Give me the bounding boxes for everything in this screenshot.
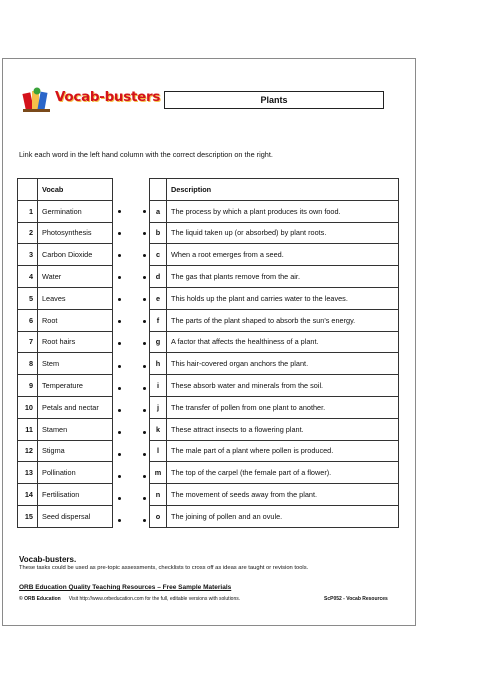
orb-copyright: © ORB Education [19,596,61,602]
description-row [150,287,399,309]
description-row [150,462,399,484]
description-match-dot[interactable] [143,365,146,368]
vocab-number: 15 [18,505,38,527]
footer-title: Vocab-busters. [19,555,77,564]
description-text: This holds up the plant and carries water to the leaves. [167,287,399,309]
vocab-word: Fertilisation [38,484,113,506]
vocab-match-dot[interactable] [118,475,121,478]
vocab-word: Root hairs [38,331,113,353]
description-letter: e [150,287,167,309]
description-letter: n [150,484,167,506]
description-letter: f [150,309,167,331]
description-text: The male part of a plant where pollen is produced. [167,440,399,462]
vocab-number: 4 [18,266,38,288]
vocab-match-dot[interactable] [118,232,121,235]
vocab-row [18,375,113,397]
vocab-match-dot[interactable] [118,365,121,368]
vocab-row [18,200,113,222]
vocab-row [18,309,113,331]
description-header: Description [167,179,399,201]
vocab-number: 10 [18,396,38,418]
resource-code: ScP052 - Vocab Resources [324,596,388,602]
description-text: A factor that affects the healthiness of a plant. [167,331,399,353]
orb-visit-text: Visit http://www.orbeducation.com for the full, editable versions with solutions. [68,596,241,602]
vocab-row [18,287,113,309]
description-match-dot[interactable] [143,453,146,456]
books-icon [22,87,52,113]
description-row [150,505,399,527]
description-row [150,331,399,353]
description-letter: c [150,244,167,266]
description-match-dot[interactable] [143,431,146,434]
vocab-number: 8 [18,353,38,375]
vocab-number: 2 [18,222,38,244]
description-letter: o [150,505,167,527]
description-row [150,222,399,244]
vocab-match-dot[interactable] [118,254,121,257]
description-text: The transfer of pollen from one plant to another. [167,396,399,418]
vocab-word: Leaves [38,287,113,309]
vocab-row [18,222,113,244]
vocab-match-dot[interactable] [118,409,121,412]
vocab-row [18,396,113,418]
description-letter: i [150,375,167,397]
vocab-number-header [18,179,38,201]
vocab-busters-logo [22,87,161,113]
vocab-header: Vocab [38,179,113,201]
description-text: The gas that plants remove from the air. [167,266,399,288]
description-row [150,396,399,418]
description-text: The joining of pollen and an ovule. [167,505,399,527]
vocab-number: 13 [18,462,38,484]
description-text: The movement of seeds away from the plant. [167,484,399,506]
vocab-word: Root [38,309,113,331]
description-letter: l [150,440,167,462]
description-match-dot[interactable] [143,232,146,235]
vocab-row [18,505,113,527]
description-letter: d [150,266,167,288]
description-row [150,418,399,440]
vocab-word: Photosynthesis [38,222,113,244]
vocab-number: 1 [18,200,38,222]
description-row [150,244,399,266]
vocab-word: Germination [38,200,113,222]
description-letter: k [150,418,167,440]
description-match-dot[interactable] [143,475,146,478]
vocab-table [17,178,113,528]
vocab-match-dot[interactable] [118,387,121,390]
vocab-row [18,266,113,288]
description-match-dot[interactable] [143,409,146,412]
description-row [150,200,399,222]
vocab-row [18,331,113,353]
vocab-word: Water [38,266,113,288]
orb-line [19,596,240,602]
description-text: This hair-covered organ anchors the plant. [167,353,399,375]
description-letter: a [150,200,167,222]
description-text: The top of the carpel (the female part of a flower). [167,462,399,484]
description-row [150,440,399,462]
vocab-row [18,353,113,375]
vocab-row [18,244,113,266]
description-header-row [150,179,399,201]
description-text: When a root emerges from a seed. [167,244,399,266]
description-letter: m [150,462,167,484]
vocab-word: Petals and nectar [38,396,113,418]
vocab-number: 9 [18,375,38,397]
orb-title: ORB Education Quality Teaching Resources – Free Sample Materials [19,584,232,591]
description-row [150,309,399,331]
page-title: Plants [164,91,384,109]
vocab-row [18,462,113,484]
vocab-word: Carbon Dioxide [38,244,113,266]
description-text: The process by which a plant produces its own food. [167,200,399,222]
description-letter: h [150,353,167,375]
logo-text: Vocab-busters [55,89,161,105]
vocab-number: 6 [18,309,38,331]
description-row [150,353,399,375]
vocab-match-dot[interactable] [118,453,121,456]
vocab-word: Stigma [38,440,113,462]
vocab-word: Temperature [38,375,113,397]
vocab-match-dot[interactable] [118,431,121,434]
description-match-dot[interactable] [143,254,146,257]
vocab-number: 14 [18,484,38,506]
description-text: These attract insects to a flowering plant. [167,418,399,440]
description-row [150,375,399,397]
vocab-word: Seed dispersal [38,505,113,527]
description-letter: g [150,331,167,353]
description-row [150,266,399,288]
vocab-number: 3 [18,244,38,266]
vocab-header-row [18,179,113,201]
description-row [150,484,399,506]
description-match-dot[interactable] [143,210,146,213]
description-match-dot[interactable] [143,387,146,390]
vocab-row [18,440,113,462]
description-letter: j [150,396,167,418]
description-text: These absorb water and minerals from the soil. [167,375,399,397]
vocab-match-dot[interactable] [118,210,121,213]
vocab-word: Stem [38,353,113,375]
description-letter: b [150,222,167,244]
vocab-row [18,418,113,440]
vocab-number: 7 [18,331,38,353]
vocab-number: 12 [18,440,38,462]
footer-text: These tasks could be used as pre-topic assessments, checklists to cross off as ideas are taught or revision tools. [19,565,309,571]
description-text: The liquid taken up (or absorbed) by plant roots. [167,222,399,244]
description-letter-header [150,179,167,201]
description-text: The parts of the plant shaped to absorb the sun's energy. [167,309,399,331]
vocab-word: Pollination [38,462,113,484]
instructions: Link each word in the left hand column with the correct description on the right. [19,150,273,159]
description-table [149,178,399,528]
vocab-word: Stamen [38,418,113,440]
vocab-number: 11 [18,418,38,440]
vocab-number: 5 [18,287,38,309]
vocab-row [18,484,113,506]
